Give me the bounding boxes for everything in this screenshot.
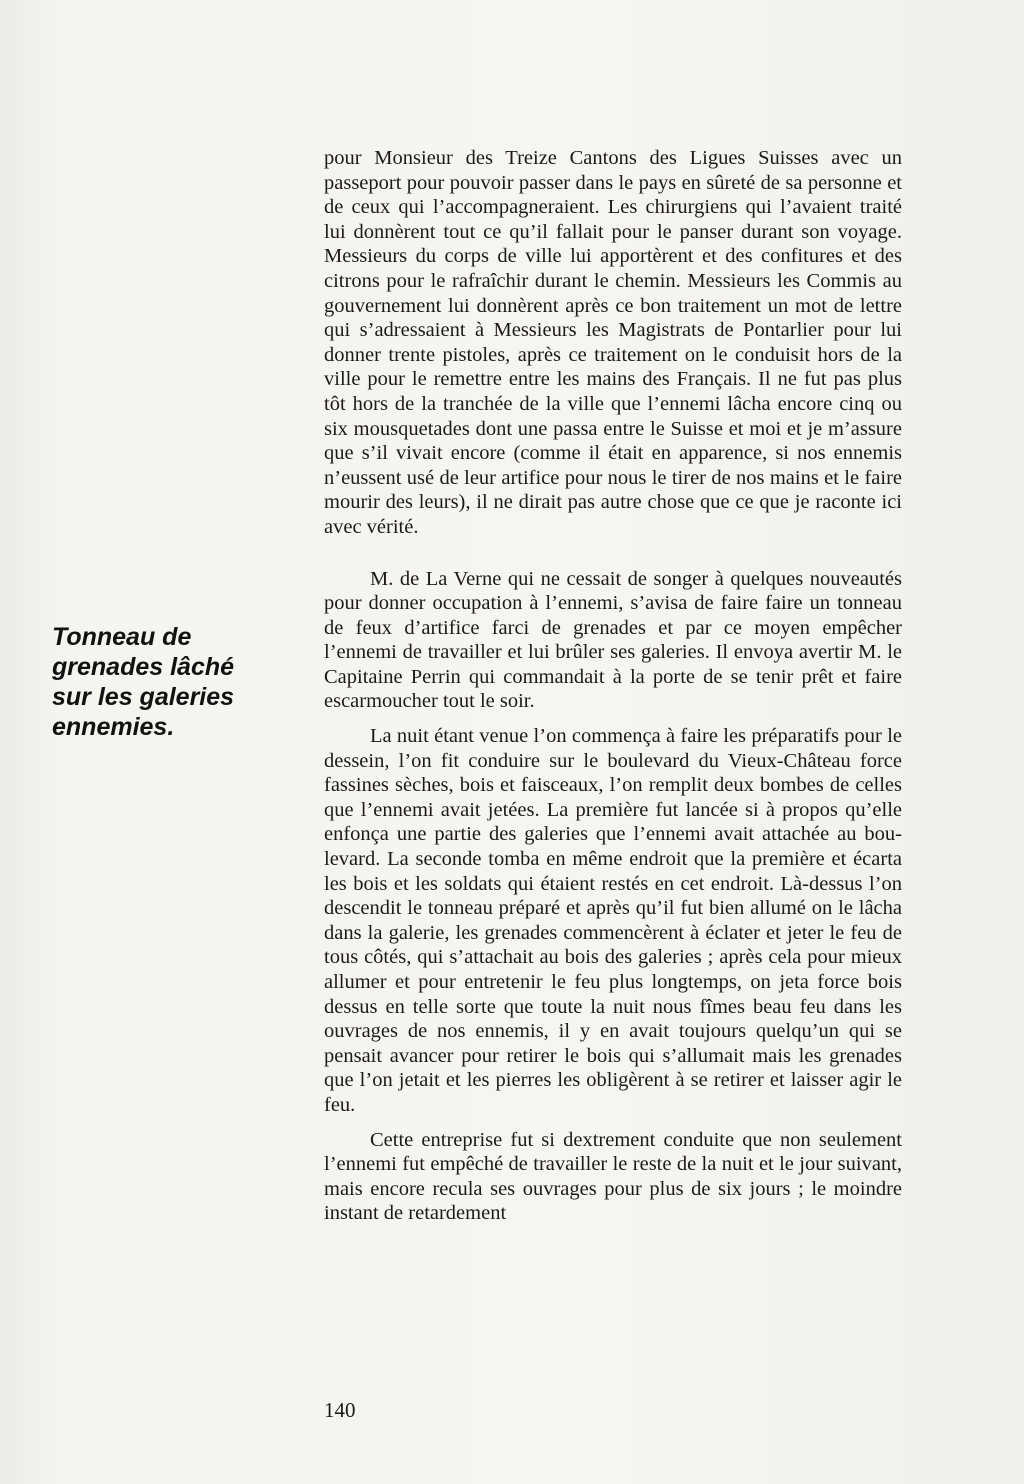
paragraph-2: M. de La Verne qui ne cessait de songer à quelques nouveautés pour donner occupation à l’ennemi, s’avisa de faire faire un tonneau de feux d’artifice farci de grenades et par ce moyen empêcher l’ennemi de travailler et lui brûler ses galeries. Il envoya avertir M. le Capitaine Perrin qui commandait à la porte de se tenir prêt et faire escarmoucher tout le soir. [324, 567, 902, 713]
page-number: 140 [324, 1398, 356, 1422]
paragraph-1: pour Monsieur des Treize Cantons des Ligues Suisses avec un passeport pour pouvoir passer dans le pays en sûreté de sa personne et de ceux qui l’accompagneraient. Les chirurgiens qui l’avaient traité lui donnèrent tout ce qu’il fallait pour le panser durant son voyage. Messieurs du corps de ville lui apportèrent et des confitures et des citrons pour le rafraîchir durant le chemin. Messieurs les Commis au gouvernement lui donnèrent après ce bon traitement un mot de lettre qui s’adressaient à Messieurs les Magistrats de Pontarlier pour lui donner trente pistoles, après ce traitement on le conduisit hors de la ville pour le remettre entre les mains des Français. Il ne fut pas plus tôt hors de la tranchée de la ville que l’ennemi lâcha encore cinq ou six mousquetades dont une passa entre le Suisse et moi et je m’assure que s’il vivait encore (comme il était en apparence, si nos ennemis n’eussent usé de leur artifice pour nous le tirer de nos mains et le faire mourir des leurs), il ne dirait pas autre chose que ce que je raconte ici avec vérité. [324, 147, 902, 538]
margin-heading: Tonneau de grenades lâché sur les galeries ennemies. [52, 623, 235, 741]
paragraph-3: La nuit étant venue l’on commença à faire les préparatifs pour le dessein, l’on fit conduire sur le boulevard du Vieux-Château force fassines sèches, bois et faisceaux, l’on remplit deux bombes de celles que l’ennemi avait jetées. La première fut lancée si à propos qu’elle enfonça une partie des galeries que l’ennemi avait attachée au boulevard. La seconde tomba en même endroit que la première et écarta les bois et les soldats qui étaient restés en cet endroit. Là-dessus l’on descendit le tonneau préparé et après qu’il fut bien allumé on le lâcha dans la galerie, les grenades commencèrent à éclater et jeter le feu de tous côtés, qui s’attachait au bois des galeries ; après cela pour mieux allumer et pour entretenir le feu plus longtemps, on jeta force bois dessus en telle sorte que toute la nuit nous fîmes beau feu dans les ouvrages de nos ennemis, il y en avait toujours quelqu’un qui se pensait avancer pour retirer le bois qui s’allumait mais les grenades que l’on jetait et les pierres les obligèrent à se retirer et laisser agir le feu. [324, 725, 902, 1116]
body-text-column [324, 146, 902, 1226]
paragraph-4: Cette entreprise fut si dextrement conduite que non seulement l’ennemi fut empêché de travailler le reste de la nuit et le jour suivant, mais encore recula ses ouvrages pour plus de six jours ; le moindre instant de retardement [324, 1128, 902, 1225]
